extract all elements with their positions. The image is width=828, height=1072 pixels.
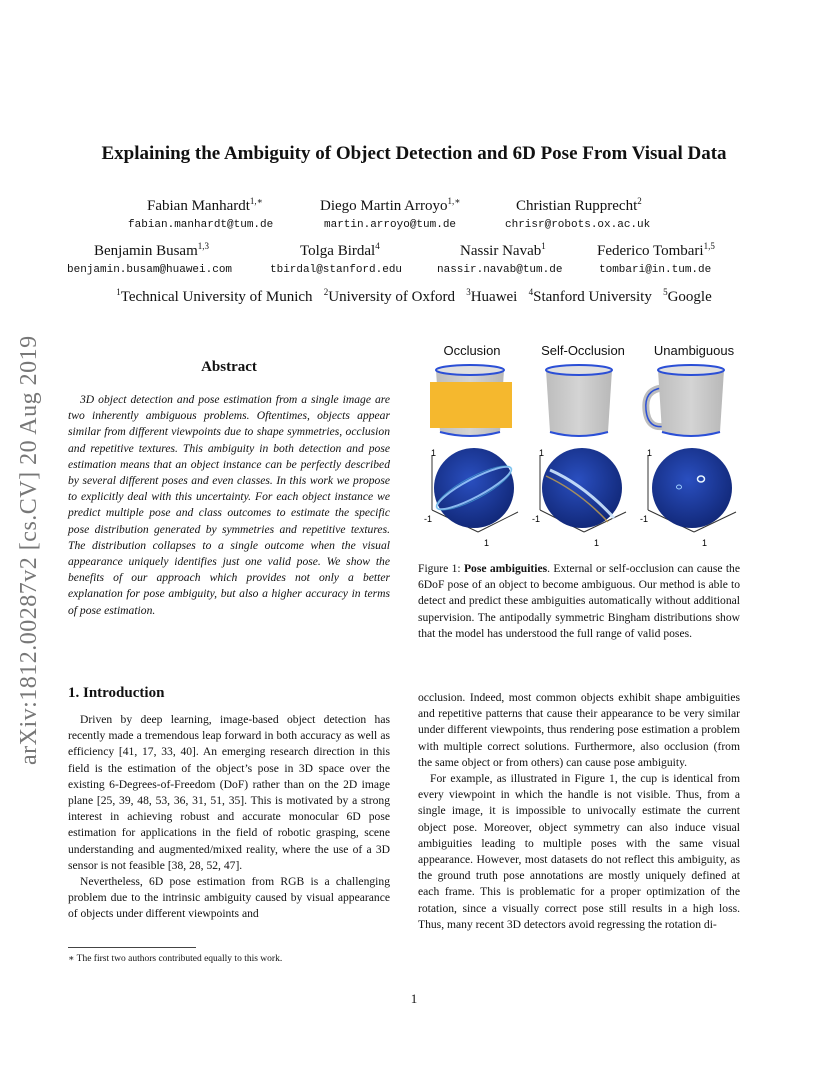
introduction-left-column bbox=[68, 712, 390, 923]
footnote: ∗ The first two authors contributed equally to this work. bbox=[68, 954, 283, 964]
footnote-rule bbox=[68, 947, 196, 948]
cup-icon bbox=[546, 365, 612, 436]
figure-1 bbox=[418, 340, 748, 552]
paragraph: occlusion. Indeed, most common objects exhibit shape ambiguities and repetitive patterns that cause their appearance to be very similar under different viewpoints, thus rendering pose estimation a problem with multiple correct solutions. Furthermore, also occlusion (from the same object or from others) can cause pose ambiguity. bbox=[418, 691, 740, 769]
author-email: nassir.navab@tum.de bbox=[437, 264, 563, 276]
author-email: fabian.manhardt@tum.de bbox=[128, 219, 274, 231]
axis-tick-label: 1 bbox=[594, 538, 600, 548]
axis-tick-label: -1 bbox=[640, 514, 649, 524]
axis-tick-label: 1 bbox=[702, 538, 708, 548]
author-name: Christian Rupprecht$^2$ bbox=[516, 196, 642, 214]
occluder-box bbox=[430, 382, 512, 428]
axis-tick-label: 1 bbox=[431, 448, 437, 458]
bingham-sphere-3 bbox=[648, 448, 736, 532]
author-email: chrisr@robots.ox.ac.uk bbox=[505, 219, 651, 231]
cup-with-handle-icon bbox=[646, 365, 724, 436]
bingham-sphere-2 bbox=[540, 448, 626, 532]
author-email: tombari@in.tum.de bbox=[599, 264, 712, 276]
axis-tick-label: 1 bbox=[484, 538, 490, 548]
author-email: benjamin.busam@huawei.com bbox=[67, 264, 233, 276]
author-email: martin.arroyo@tum.de bbox=[324, 219, 457, 231]
author-email: tbirdal@stanford.edu bbox=[270, 264, 403, 276]
abstract-text: 3D object detection and pose estimation from a single image are two inherently ambiguous problems. Oftentimes, objects appear similar from different viewpoints due to shape symmetries, occlusion and repetitive textures. This ambiguity in both detection and pose estimation means that an object instance can be perfectly described by several different poses and even classes. In this work we propose to explicitly deal with this uncertainty. For each object instance we predict multiple pose and class outcomes to estimate the specific pose distribution generated by symmetries and repetitive textures. The distribution collapses to a single outcome when the visual appearance uniquely identifies just one valid pose. We show the benefits of our approach which provides not only a better explanation for pose ambiguity, but also a higher accuracy in terms of pose estimation. bbox=[68, 393, 390, 617]
paragraph: For example, as illustrated in Figure 1, the cup is identical from every viewpoint in which the handle is not visible. Thus, from a single image, it is impossible to univocally estimate the current object pose. Moreover, object symmetry can also induce visual ambiguities leading to multiple poses with the same visual appearance. However, most datasets do not reflect this ambiguity, as the ground truth pose annotations are mostly uniquely defined at each frame. This is problematic for a proper optimization of the rotation, since a visually correct pose still results in a high loss. Thus, many recent 3D detectors avoid regressing the rotation di- bbox=[418, 772, 740, 931]
axis-tick-label: 1 bbox=[539, 448, 545, 458]
figure-label-self-occlusion: Self-Occlusion bbox=[541, 343, 625, 358]
author-name: Tolga Birdal$^4$ bbox=[300, 241, 380, 259]
introduction-right-column bbox=[418, 690, 740, 933]
introduction-heading: 1. Introduction bbox=[68, 685, 165, 701]
abstract-heading: Abstract bbox=[201, 359, 257, 375]
author-name: Fabian Manhardt$^{1,∗}$ bbox=[147, 196, 263, 214]
paper-title: Explaining the Ambiguity of Object Detection and 6D Pose From Visual Data bbox=[101, 143, 727, 164]
axis-tick-label: -1 bbox=[424, 514, 433, 524]
page-number: 1 bbox=[410, 991, 418, 1006]
author-name: Benjamin Busam$^{1,3}$ bbox=[94, 241, 209, 259]
paragraph: Nevertheless, 6D pose estimation from RGB is a challenging problem due to the intrinsic ambiguity caused by visual appearance of objects under different viewpoints and bbox=[68, 875, 390, 921]
affiliations: $^1$Technical University of Munich $^2$University of Oxford $^3$Huawei $^4$Stanford University $^5$Google bbox=[116, 287, 712, 305]
author-name: Diego Martin Arroyo$^{1,∗}$ bbox=[320, 196, 461, 214]
figure-1-graphic bbox=[418, 360, 748, 552]
axis-tick-label: -1 bbox=[532, 514, 541, 524]
figure-caption: Figure 1: Pose ambiguities. External or self-occlusion can cause the 6DoF pose of an object to become ambiguous. Our method is able to detect and predict these ambiguities automatically without additional supervision. The antipodally symmetric Bingham distributions show that the model has understood the full range of valid poses. bbox=[418, 562, 740, 640]
bingham-sphere-1 bbox=[432, 448, 518, 532]
figure-label-unambiguous: Unambiguous bbox=[653, 343, 735, 358]
paragraph: Driven by deep learning, image-based object detection has recently made a tremendous leap forward in both accuracy as well as efficiency [41, 17, 33, 40]. An emerging research direction in this field is the estimation of the object’s pose in 3D space over the existing 6-Degrees-of-Freedom (DoF) rather than on the 2D image plane [25, 39, 48, 53, 36, 31, 51, 35]. This is motivated by a strong interest in achieving robust and accurate monocular 6D pose estimation for applications in the field of robotic grasping, scene understanding and augmented/mixed reality, where the use of a 3D sensor is not feasible [38, 28, 52, 47]. bbox=[68, 713, 390, 872]
author-name: Nassir Navab$^1$ bbox=[460, 241, 546, 259]
figure-label-occlusion: Occlusion bbox=[443, 343, 501, 358]
arxiv-identifier: arXiv:1812.00287v2 [cs.CV] 20 Aug 2019 bbox=[16, 335, 42, 765]
author-name: Federico Tombari$^{1,5}$ bbox=[597, 241, 715, 259]
axis-tick-label: 1 bbox=[647, 448, 653, 458]
